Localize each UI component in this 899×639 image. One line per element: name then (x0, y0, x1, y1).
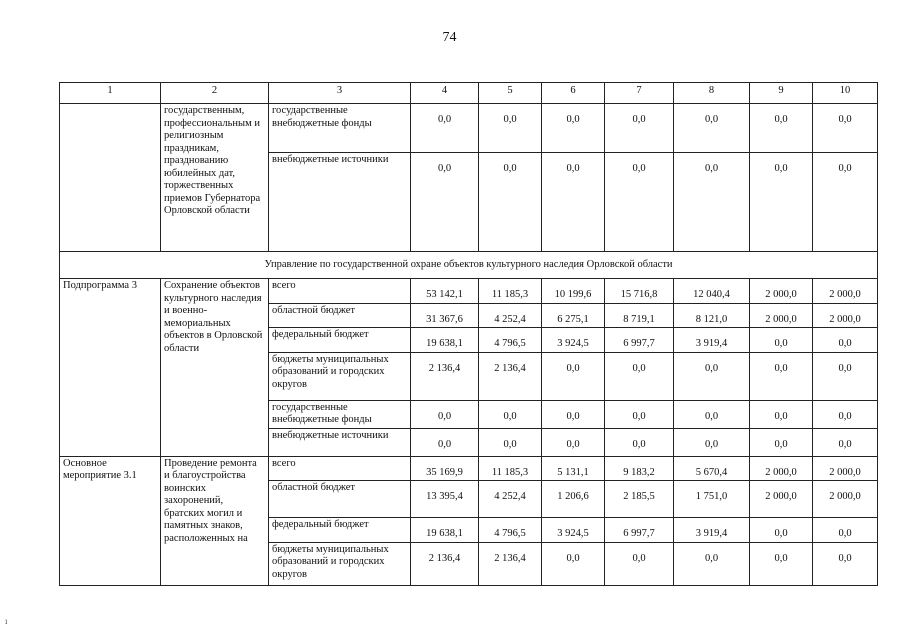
value-cell: 0,0 (542, 104, 605, 153)
row-code: Основное мероприятие 3.1 (60, 456, 161, 585)
value-cell: 11 185,3 (479, 279, 542, 304)
table-row (60, 104, 878, 153)
funding-source: бюджеты муниципальных образований и городских округов (269, 352, 411, 400)
value-cell: 0,0 (750, 328, 813, 353)
value-cell: 5 131,1 (542, 456, 605, 481)
value-cell: 0,0 (411, 428, 479, 456)
value-cell: 0,0 (674, 428, 750, 456)
value-cell: 8 719,1 (605, 303, 674, 328)
value-cell: 0,0 (411, 400, 479, 428)
value-cell: 1 206,6 (542, 481, 605, 518)
value-cell: 5 670,4 (674, 456, 750, 481)
value-cell: 0,0 (750, 153, 813, 252)
value-cell: 2 000,0 (813, 303, 878, 328)
value-cell: 1 751,0 (674, 481, 750, 518)
row-code (60, 104, 161, 252)
value-cell: 0,0 (813, 104, 878, 153)
value-cell: 15 716,8 (605, 279, 674, 304)
value-cell: 0,0 (813, 352, 878, 400)
column-header: 1 (60, 83, 161, 104)
value-cell: 2 136,4 (411, 542, 479, 585)
value-cell: 0,0 (411, 104, 479, 153)
value-cell: 2 000,0 (750, 279, 813, 304)
value-cell: 0,0 (813, 328, 878, 353)
column-header: 9 (750, 83, 813, 104)
value-cell: 3 924,5 (542, 518, 605, 543)
funding-source: федеральный бюджет (269, 518, 411, 543)
value-cell: 2 136,4 (411, 352, 479, 400)
column-header: 10 (813, 83, 878, 104)
value-cell: 0,0 (750, 428, 813, 456)
value-cell: 0,0 (674, 352, 750, 400)
funding-source: государственные внебюджетные фонды (269, 104, 411, 153)
value-cell: 2 185,5 (605, 481, 674, 518)
value-cell: 0,0 (605, 400, 674, 428)
value-cell: 0,0 (479, 153, 542, 252)
value-cell: 0,0 (479, 428, 542, 456)
value-cell: 2 136,4 (479, 542, 542, 585)
funding-source: областной бюджет (269, 303, 411, 328)
value-cell: 19 638,1 (411, 328, 479, 353)
row-description: государственным, профессиональным и религиозным праздникам, празднованию юбилейных дат, торжественных приемов Губернатора Орловской области (161, 104, 269, 252)
table-row (60, 456, 878, 481)
value-cell: 0,0 (542, 153, 605, 252)
value-cell: 4 252,4 (479, 303, 542, 328)
value-cell: 0,0 (813, 542, 878, 585)
column-header: 6 (542, 83, 605, 104)
margin-mark: ı (5, 616, 8, 626)
column-header: 2 (161, 83, 269, 104)
column-header: 4 (411, 83, 479, 104)
value-cell: 0,0 (750, 104, 813, 153)
section-title: Управление по государственной охране объектов культурного наследия Орловской области (60, 252, 878, 279)
value-cell: 0,0 (411, 153, 479, 252)
value-cell: 0,0 (813, 400, 878, 428)
value-cell: 0,0 (542, 428, 605, 456)
value-cell: 0,0 (479, 400, 542, 428)
value-cell: 0,0 (750, 542, 813, 585)
value-cell: 0,0 (813, 518, 878, 543)
value-cell: 13 395,4 (411, 481, 479, 518)
value-cell: 4 796,5 (479, 518, 542, 543)
value-cell: 0,0 (674, 400, 750, 428)
value-cell: 31 367,6 (411, 303, 479, 328)
value-cell: 0,0 (750, 400, 813, 428)
value-cell: 0,0 (750, 518, 813, 543)
value-cell: 12 040,4 (674, 279, 750, 304)
funding-source: всего (269, 279, 411, 304)
value-cell: 0,0 (750, 352, 813, 400)
value-cell: 2 000,0 (813, 456, 878, 481)
funding-source: всего (269, 456, 411, 481)
row-description: Проведение ремонта и благоустройства воинских захоронений, братских могил и памятных знаков, расположенных на (161, 456, 269, 585)
value-cell: 53 142,1 (411, 279, 479, 304)
value-cell: 2 000,0 (750, 481, 813, 518)
budget-table (59, 82, 878, 586)
value-cell: 35 169,9 (411, 456, 479, 481)
value-cell: 0,0 (605, 104, 674, 153)
value-cell: 0,0 (605, 428, 674, 456)
column-header: 3 (269, 83, 411, 104)
value-cell: 0,0 (605, 153, 674, 252)
value-cell: 2 000,0 (750, 456, 813, 481)
value-cell: 0,0 (542, 400, 605, 428)
value-cell: 0,0 (674, 542, 750, 585)
value-cell: 2 000,0 (813, 481, 878, 518)
value-cell: 19 638,1 (411, 518, 479, 543)
column-header: 5 (479, 83, 542, 104)
funding-source: федеральный бюджет (269, 328, 411, 353)
value-cell: 3 919,4 (674, 518, 750, 543)
value-cell: 0,0 (674, 104, 750, 153)
value-cell: 6 997,7 (605, 518, 674, 543)
column-header-row (60, 83, 878, 104)
value-cell: 0,0 (605, 352, 674, 400)
value-cell: 2 136,4 (479, 352, 542, 400)
column-header: 8 (674, 83, 750, 104)
value-cell: 0,0 (674, 153, 750, 252)
value-cell: 4 252,4 (479, 481, 542, 518)
funding-source: государственные внебюджетные фонды (269, 400, 411, 428)
section-row (60, 252, 878, 279)
value-cell: 2 000,0 (813, 279, 878, 304)
value-cell: 9 183,2 (605, 456, 674, 481)
value-cell: 6 997,7 (605, 328, 674, 353)
value-cell: 0,0 (813, 153, 878, 252)
table-row (60, 279, 878, 304)
funding-source: внебюджетные источники (269, 428, 411, 456)
value-cell: 0,0 (813, 428, 878, 456)
value-cell: 0,0 (542, 542, 605, 585)
funding-source: областной бюджет (269, 481, 411, 518)
value-cell: 0,0 (479, 104, 542, 153)
page-number: 74 (442, 30, 457, 45)
funding-source: бюджеты муниципальных образований и городских округов (269, 542, 411, 585)
funding-source: внебюджетные источники (269, 153, 411, 252)
value-cell: 11 185,3 (479, 456, 542, 481)
value-cell: 3 919,4 (674, 328, 750, 353)
value-cell: 6 275,1 (542, 303, 605, 328)
value-cell: 0,0 (605, 542, 674, 585)
value-cell: 2 000,0 (750, 303, 813, 328)
value-cell: 8 121,0 (674, 303, 750, 328)
value-cell: 3 924,5 (542, 328, 605, 353)
value-cell: 10 199,6 (542, 279, 605, 304)
value-cell: 0,0 (542, 352, 605, 400)
row-code: Подпрограмма 3 (60, 279, 161, 457)
row-description: Сохранение объектов культурного наследия и военно-мемориальных объектов в Орловской области (161, 279, 269, 457)
value-cell: 4 796,5 (479, 328, 542, 353)
column-header: 7 (605, 83, 674, 104)
